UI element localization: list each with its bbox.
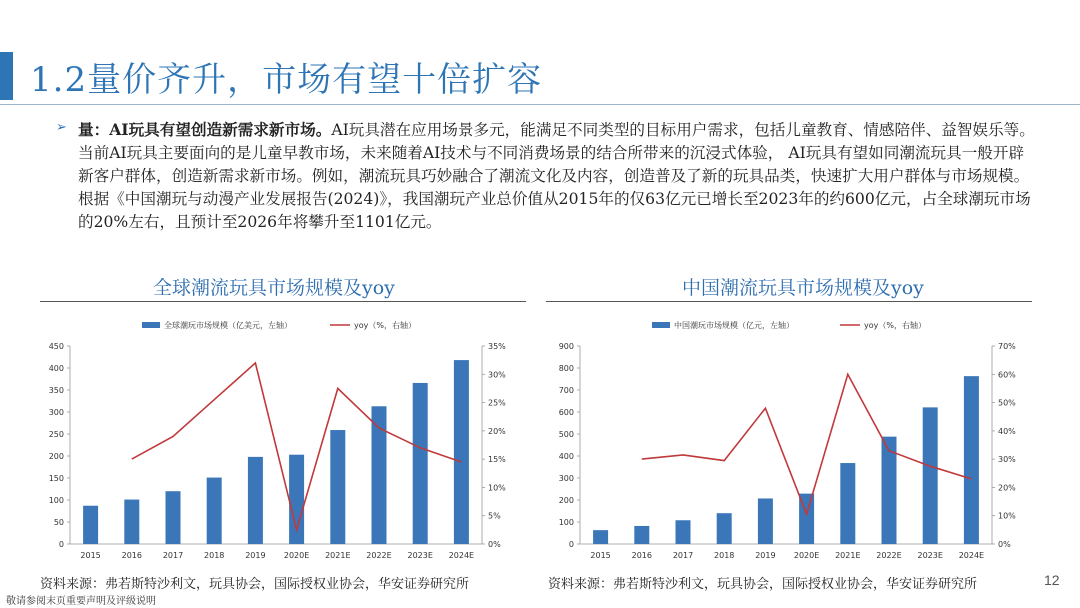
right-tick-label: 0% — [488, 540, 501, 549]
chart-rule-china — [546, 301, 1032, 302]
legend-bar-swatch — [652, 322, 670, 328]
right-tick-label: 20% — [488, 426, 506, 436]
left-tick-label: 400 — [48, 364, 64, 373]
x-tick-label: 2015 — [590, 551, 611, 560]
x-tick-label: 2021E — [325, 551, 351, 560]
legend-line-label: yoy（%，右轴） — [864, 321, 926, 330]
bar-2019 — [758, 498, 773, 544]
left-tick-label: 700 — [558, 386, 574, 395]
right-tick-label: 35% — [488, 342, 506, 351]
source-note-left: 资料来源：弗若斯特沙利文，玩具协会，国际授权业协会，华安证券研究所 — [40, 577, 470, 592]
right-tick-label: 25% — [488, 398, 506, 408]
right-tick-label: 60% — [998, 370, 1016, 380]
bar-2021E — [330, 430, 345, 544]
x-tick-label: 2016 — [121, 551, 142, 560]
page-title: 1.2量价齐升，市场有望十倍扩容 — [30, 60, 543, 100]
x-tick-label: 2022E — [366, 551, 392, 560]
right-tick-label: 30% — [998, 455, 1016, 465]
bar-2017 — [676, 520, 691, 544]
right-tick-label: 40% — [998, 426, 1016, 436]
x-tick-label: 2021E — [835, 551, 861, 560]
left-tick-label: 450 — [48, 342, 64, 351]
bar-2016 — [634, 526, 649, 544]
x-tick-label: 2022E — [876, 551, 902, 560]
bar-2018 — [207, 478, 222, 544]
x-tick-label: 2015 — [80, 551, 101, 560]
left-tick-label: 150 — [48, 474, 64, 483]
title-divider — [0, 104, 1080, 105]
bar-2017 — [166, 491, 181, 544]
chart-title-china: 中国潮流玩具市场规模及yoy — [682, 277, 924, 299]
left-tick-label: 900 — [558, 342, 574, 351]
left-tick-label: 300 — [558, 474, 574, 483]
chart-legend — [142, 320, 416, 331]
chart-rule-global — [40, 301, 526, 302]
left-tick-label: 100 — [558, 518, 574, 527]
left-tick-label: 0 — [58, 540, 64, 549]
left-tick-label: 300 — [48, 408, 64, 417]
bar-2016 — [124, 500, 139, 544]
bar-2015 — [83, 506, 98, 544]
x-tick-label: 2024E — [958, 551, 985, 560]
left-tick-label: 600 — [558, 408, 574, 417]
x-tick-label: 2023E — [917, 551, 943, 560]
x-tick-label: 2020E — [283, 551, 310, 560]
right-tick-label: 30% — [488, 370, 506, 380]
bar-2019 — [248, 457, 263, 544]
x-tick-label: 2016 — [631, 551, 652, 560]
yoy-line — [642, 374, 972, 514]
legend-bar-swatch — [142, 322, 160, 328]
legend-bar-label: 中国潮玩市场规模（亿元，左轴） — [674, 321, 794, 330]
right-tick-label: 5% — [488, 511, 501, 521]
right-tick-label: 10% — [488, 483, 506, 493]
left-tick-label: 800 — [558, 364, 574, 373]
x-tick-label: 2018 — [204, 551, 225, 560]
bar-2015 — [593, 530, 608, 544]
right-tick-label: 0% — [998, 540, 1011, 549]
bar-2023E — [413, 383, 428, 544]
x-tick-label: 2019 — [245, 551, 266, 560]
legend-bar-label: 全球潮玩市场规模（亿美元，左轴） — [164, 321, 292, 330]
x-tick-label: 2024E — [448, 551, 475, 560]
title-accent-bar — [0, 52, 13, 100]
bar-2018 — [717, 513, 732, 544]
body-text: AI玩具潜在应用场景多元，能满足不同类型的目标用户需求，包括儿童教育、情感陪伴、益智娱乐等。当前AI玩具主要面向的是儿童早教市场，未来随着AI技术与不同消费场景的结合所带来的沉浸式体验， AI玩具有望如同潮流玩具一般开辟新客户群体，创造新需求新市场。例如，潮流玩具巧妙融合了潮流文化及内容，创造普及了新的玩具品类，快速扩大用户群体与市场规模。根据《中国潮玩与动漫产业发展报告(2024)》，我国潮玩产业总价值从2015年的仅63亿元已增长至2023年的约600亿元，占全球潮玩市场的20%左右，且预计至2026年将攀升至1101亿元。 — [78, 121, 1035, 231]
x-tick-label: 2018 — [714, 551, 735, 560]
left-tick-label: 350 — [48, 386, 64, 395]
right-tick-label: 15% — [488, 455, 506, 465]
right-tick-label: 10% — [998, 511, 1016, 521]
right-tick-label: 50% — [998, 398, 1016, 408]
body-paragraph — [78, 118, 1038, 234]
x-tick-label: 2023E — [407, 551, 433, 560]
source-note-right: 资料来源：弗若斯特沙利文，玩具协会，国际授权业协会，华安证券研究所 — [548, 577, 978, 592]
bar-2024E — [964, 376, 979, 544]
chart-title-global: 全球潮流玩具市场规模及yoy — [153, 277, 395, 299]
left-tick-label: 200 — [48, 452, 64, 461]
chart-legend — [652, 320, 926, 331]
china-chart — [540, 306, 1040, 568]
bar-2024E — [454, 360, 469, 544]
footer-disclaimer: 敬请参阅末页重要声明及评级说明 — [6, 596, 156, 607]
bar-2021E — [840, 463, 855, 544]
left-tick-label: 0 — [568, 540, 574, 549]
page-number: 12 — [1044, 572, 1060, 588]
left-tick-label: 200 — [558, 496, 574, 505]
legend-line-label: yoy（%，右轴） — [354, 321, 416, 330]
x-tick-label: 2017 — [672, 551, 694, 560]
right-tick-label: 70% — [998, 342, 1016, 351]
left-tick-label: 50 — [53, 518, 64, 527]
x-tick-label: 2019 — [755, 551, 776, 560]
x-tick-label: 2020E — [793, 551, 820, 560]
bar-2023E — [923, 407, 938, 544]
right-tick-label: 20% — [998, 483, 1016, 493]
x-tick-label: 2017 — [162, 551, 184, 560]
global-chart — [30, 306, 530, 568]
left-tick-label: 250 — [48, 430, 64, 439]
left-tick-label: 100 — [48, 496, 64, 505]
left-tick-label: 500 — [558, 430, 574, 439]
left-tick-label: 400 — [558, 452, 574, 461]
body-lead: 量：AI玩具有望创造新需求新市场。 — [78, 120, 332, 139]
bullet-arrow-icon: ➢ — [56, 120, 67, 135]
